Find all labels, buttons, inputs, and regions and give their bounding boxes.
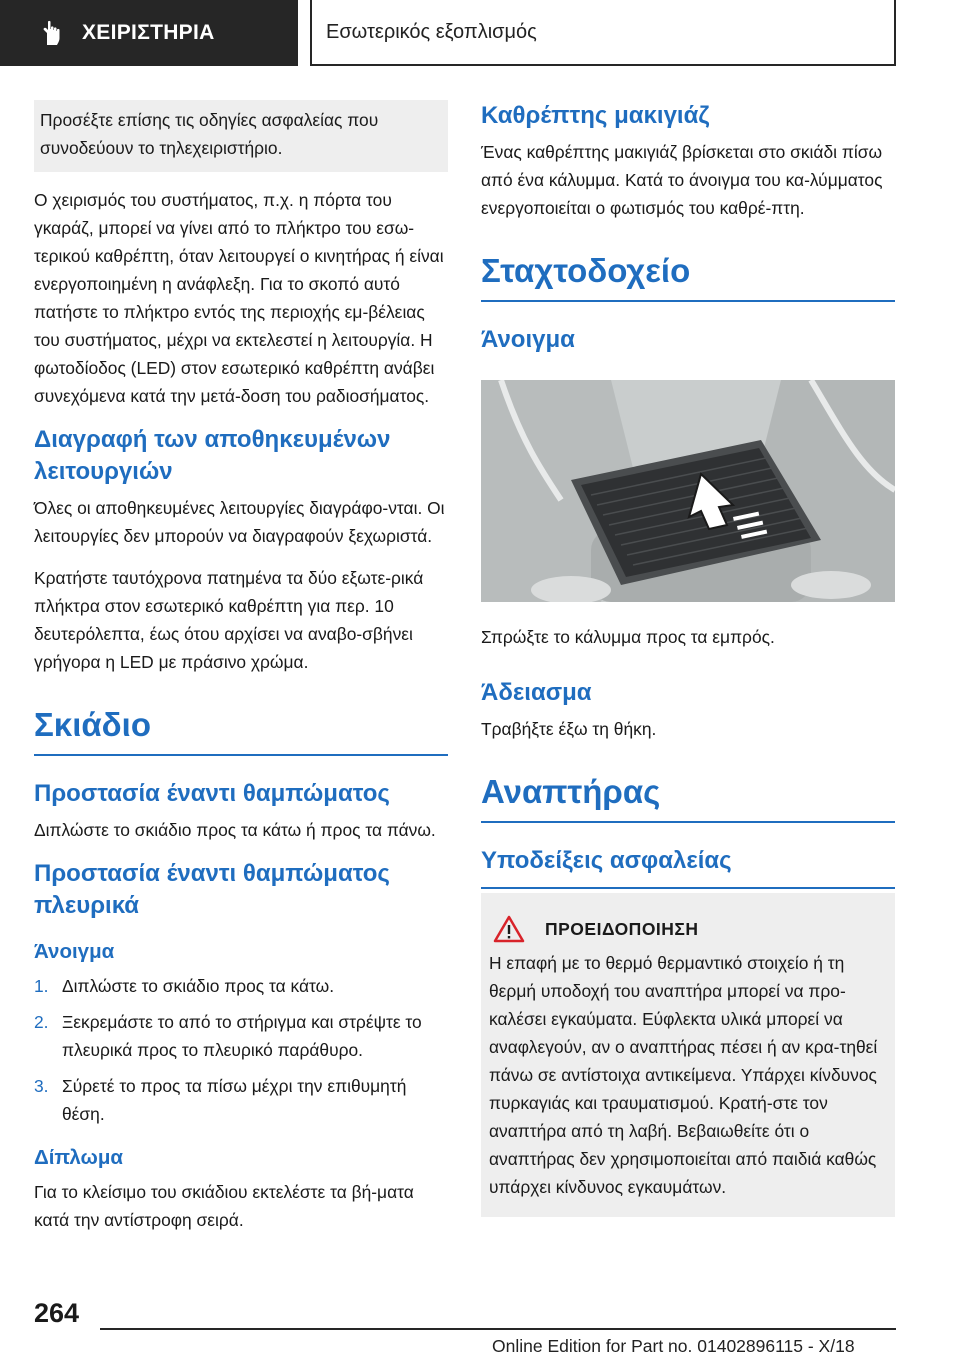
footer-edition: Online Edition for Part no. 01402896115 - X/18: [492, 1336, 855, 1356]
warning-label: ΠΡΟΕΙΔΟΠΟΙΗΣΗ: [545, 918, 699, 939]
ashtray-illustration: [481, 380, 895, 602]
page-number: 264: [34, 1298, 80, 1328]
paragraph: Για το κλείσιμο του σκιάδιου εκτελέστε τα βή-ματα κατά την αντίστροφη σειρά.: [34, 1182, 414, 1230]
heading-glare-protection: Προστασία έναντι θαμπώματος: [34, 780, 390, 807]
step-number: 1.: [34, 976, 49, 996]
heading-sun-visor: Σκιάδιο: [34, 706, 448, 756]
paragraph: Κρατήστε ταυτόχρονα πατημένα τα δύο εξωτε-ρικά πλήκτρα στον εσωτερικό καθρέπτη για περ. 10 δευτερόλεπτα, έως ότου αρχίσει να αναβο-σβήνει γρήγορα η LED με πράσινο χρώμα.: [34, 568, 424, 672]
step-text: Ξεκρεμάστε το από το στήριγμα και στρέψτε το πλευρικά προς το πλευρικό παράθυρο.: [62, 1012, 422, 1060]
list-item: [34, 1008, 448, 1064]
paragraph: Ο χειρισμός του συστήματος, π.χ. η πόρτα του γκαράζ, μπορεί να γίνει από το πλήκτρο του εσω-τερικού καθρέπτη, όταν λειτουργεί ο κινητήρας ή είναι ενεργοποιημένη η ανάφλεξη. Για το σκοπό αυτό πατήστε το πλήκτρο εντός της περιοχής εμ-βέλειας του συστήματος, μέχρι να εκτελεστεί η λειτουργία. Η φωτοδίοδος (LED) στον εσωτερικό καθρέπτη ανάβει συνεχόμενα κατά την μετά-δοση του ραδιοσήματος.: [34, 190, 444, 406]
warning-box: [481, 893, 895, 1217]
header-section-tab[interactable]: [312, 0, 896, 66]
paragraph: Όλες οι αποθηκευμένες λειτουργίες διαγράφο-νται. Οι λειτουργίες δεν μπορούν να διαγραφούν ξεχωριστά.: [34, 498, 445, 546]
paragraph: Τραβήξτε έξω τη θήκη.: [481, 719, 657, 739]
left-column: [34, 100, 448, 1248]
heading-emptying: Άδειασμα: [481, 679, 592, 706]
warning-header: [489, 915, 887, 943]
right-column: [481, 100, 895, 1217]
section-title: Εσωτερικός εξοπλισμός: [326, 20, 537, 43]
heading-ashtray-opening: Άνοιγμα: [481, 326, 575, 353]
hand-pointer-icon: [38, 19, 66, 47]
heading-delete-functions: Διαγραφή των αποθηκευμένων λειτουργιών: [34, 426, 391, 485]
note-box: [34, 100, 448, 172]
heading-safety-notes: Υποδείξεις ασφαλείας: [481, 845, 895, 889]
warning-text: Η επαφή με το θερμό θερμαντικό στοιχείο ή τη θερμή υποδοχή του αναπτήρα μπορεί να προ-καλέσει εγκαύματα. Εύφλεκτα υλικά μπορεί να αναφλεγούν, αν ο αναπτήρας πέσει ή αν κρα-τηθεί πάνω σε αντίστοιχα αντικείμενα. Υπάρχει κίνδυνος πυρκαγιάς και τραυματισμού. Κρατή-στε τον αναπτήρα από τη λαβή. Βεβαιωθείτε ότι ο αναπτήρας δεν χρησιμοποιείται από παιδιά καθώς υπάρχει κίνδυνος εγκαυμάτων.: [489, 953, 878, 1197]
heading-lighter: Αναπτήρας: [481, 773, 895, 823]
heading-opening: Άνοιγμα: [34, 940, 115, 963]
chapter-title: ΧΕΙΡΙΣΤΗΡΙΑ: [82, 21, 215, 44]
header-chapter-tab[interactable]: [0, 0, 298, 66]
figure-caption: Σπρώξτε το κάλυμμα προς τα εμπρός.: [481, 627, 775, 647]
heading-vanity-mirror: Καθρέπτης μακιγιάζ: [481, 102, 710, 129]
page-header: [0, 0, 960, 66]
heading-folding: Δίπλωμα: [34, 1146, 123, 1169]
heading-glare-protection-side: Προστασία έναντι θαμπώματος πλευρικά: [34, 860, 390, 919]
list-item: [34, 1072, 448, 1128]
heading-ashtray: Σταχτοδοχείο: [481, 252, 895, 302]
step-number: 3.: [34, 1076, 49, 1096]
step-number: 2.: [34, 1012, 49, 1032]
footer-divider: [100, 1328, 896, 1330]
paragraph: Διπλώστε το σκιάδιο προς τα κάτω ή προς τα πάνω.: [34, 820, 436, 840]
step-text: Σύρετέ το προς τα πίσω μέχρι την επιθυμητή θέση.: [62, 1076, 407, 1124]
paragraph: Ένας καθρέπτης μακιγιάζ βρίσκεται στο σκιάδι πίσω από ένα κάλυμμα. Κατά το άνοιγμα του κα-λύμματος ενεργοποιείται ο φωτισμός του καθρέ-πτη.: [481, 142, 883, 218]
list-item: [34, 972, 448, 1000]
note-text: Προσέξτε επίσης τις οδηγίες ασφαλείας που συνοδεύουν το τηλεχειριστήριο.: [40, 110, 379, 158]
step-text: Διπλώστε το σκιάδιο προς τα κάτω.: [62, 976, 335, 996]
warning-triangle-icon: [493, 915, 525, 943]
steps-list: [34, 972, 448, 1128]
